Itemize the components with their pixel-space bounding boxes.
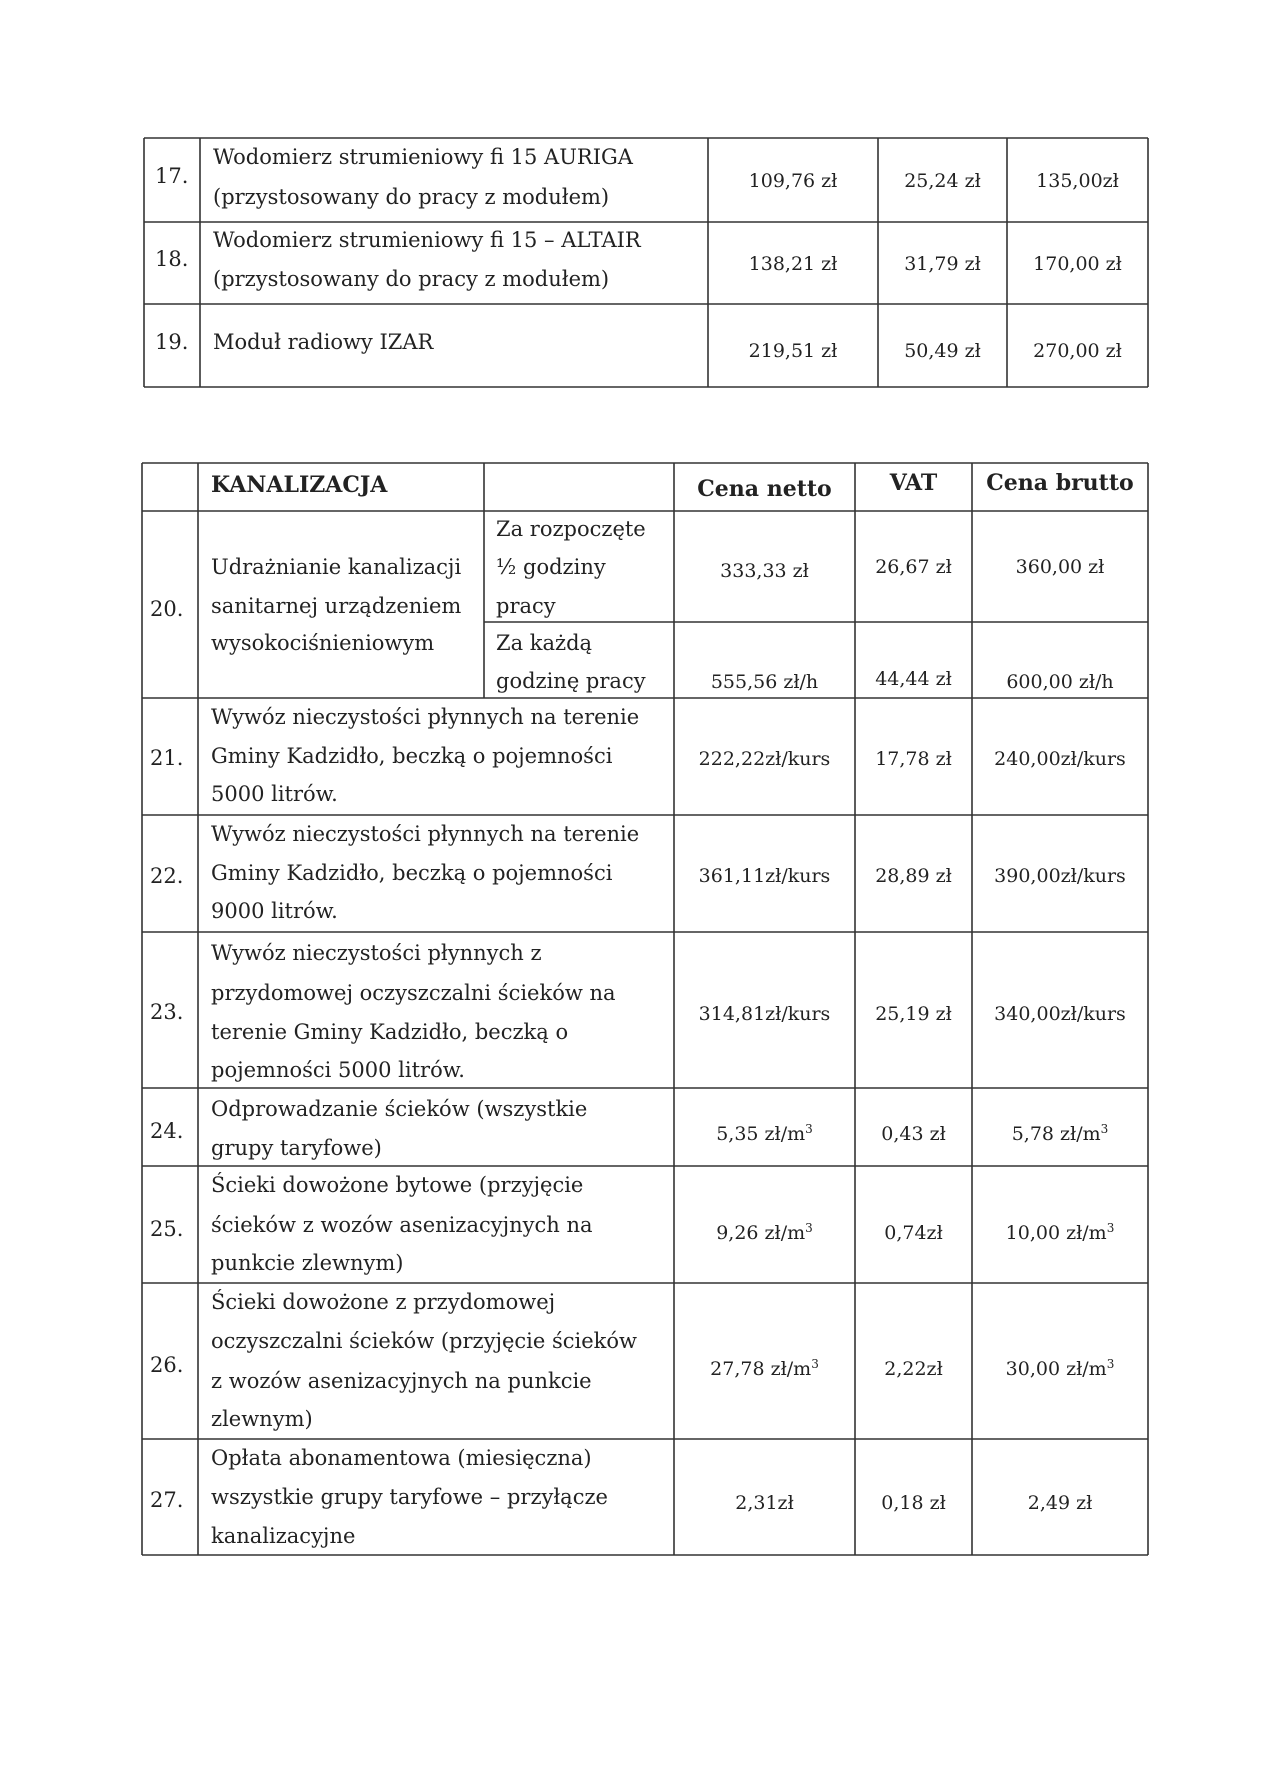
price-vat: 26,67 zł (875, 556, 952, 578)
row-number: 23. (150, 1000, 184, 1024)
sub-label-line: godzinę pracy (496, 669, 646, 693)
row-description-line: Gminy Kadzidło, beczką o pojemności (211, 744, 613, 768)
row-description-line: oczyszczalni ścieków (przyjęcie ścieków (211, 1329, 637, 1353)
unit-superscript: 3 (1106, 1221, 1115, 1235)
price-netto: 361,11zł/kurs (698, 865, 831, 887)
row-description-line: ścieków z wozów asenizacyjnych na (211, 1213, 593, 1237)
price-brutto: 390,00zł/kurs (994, 865, 1126, 887)
row-description-line: sanitarnej urządzeniem (211, 594, 462, 618)
sub-label-line: ½ godziny (496, 555, 606, 579)
row-description-line: Wodomierz strumieniowy fi 15 AURIGA (213, 145, 633, 169)
price-netto: 27,78 $zł/m^3$ (710, 1357, 819, 1380)
row-description-line: Gminy Kadzidło, beczką o pojemności (211, 861, 613, 885)
row-description-line: Wywóz nieczystości płynnych na terenie (211, 822, 640, 846)
row-number: 26. (150, 1353, 184, 1377)
price-vat: 0,18 zł (881, 1492, 946, 1514)
row-description-line: zlewnym) (211, 1407, 313, 1431)
sub-label-line: pracy (496, 594, 556, 618)
row-number: 20. (150, 597, 184, 621)
row-description-line: 5000 litrów. (211, 782, 338, 806)
row-description-line: terenie Gminy Kadzidło, beczką o (211, 1020, 569, 1044)
price-brutto: 270,00 zł (1033, 340, 1122, 362)
row-description-line: z wozów asenizacyjnych na punkcie (211, 1369, 592, 1393)
price-vat: 50,49 zł (904, 340, 981, 362)
row-number: 21. (150, 746, 184, 770)
price-vat: 25,19 zł (875, 1003, 952, 1025)
row-description-line: Wodomierz strumieniowy fi 15 – ALTAIR (213, 228, 641, 252)
row-description-line: Opłata abonamentowa (miesięczna) (211, 1446, 592, 1470)
row-description-line: kanalizacyjne (211, 1524, 356, 1548)
row-description-line: pojemności 5000 litrów. (211, 1058, 465, 1082)
price-vat: 25,24 zł (904, 170, 981, 192)
price-vat: 0,43 zł (881, 1123, 946, 1145)
price-vat: 17,78 zł (875, 748, 952, 770)
header-brutto: Cena brutto (986, 470, 1134, 496)
row-description-line: wysokociśnieniowym (211, 631, 435, 655)
price-brutto: 340,00zł/kurs (994, 1003, 1126, 1025)
row-number: 22. (150, 864, 184, 888)
unit-superscript: 3 (1100, 1122, 1109, 1136)
row-number: 18. (155, 247, 189, 271)
row-number: 17. (155, 164, 189, 188)
unit-superscript: 3 (805, 1122, 813, 1136)
price-brutto: 2,49 zł (1027, 1492, 1093, 1514)
price-brutto: 5,78 $zł/m^3$ (1011, 1122, 1109, 1145)
price-brutto: 135,00zł (1036, 170, 1119, 192)
price-netto: 2,31zł (735, 1492, 794, 1514)
price-brutto: 600,00 zł/h (1006, 671, 1114, 693)
row-number: 24. (150, 1119, 184, 1143)
price-brutto: 360,00 zł (1015, 556, 1105, 578)
price-vat: 31,79 zł (904, 253, 981, 275)
header-netto: Cena netto (697, 476, 832, 502)
price-netto: 9,26 $zł/m^3$ (716, 1221, 813, 1244)
header-vat: VAT (889, 470, 938, 496)
row-description-line: grupy taryfowe) (211, 1136, 382, 1160)
sub-label-line: Za rozpoczęte (496, 517, 646, 541)
price-netto: 109,76 zł (748, 170, 838, 192)
row-description-line: wszystkie grupy taryfowe – przyłącze (211, 1485, 608, 1509)
row-description-line: Ścieki dowożone bytowe (przyjęcie (211, 1173, 584, 1197)
price-vat: 44,44 zł (875, 668, 952, 690)
price-brutto: 240,00zł/kurs (994, 748, 1126, 770)
price-brutto: 170,00 zł (1033, 253, 1122, 275)
row-description-line: punkcie zlewnym) (211, 1251, 404, 1275)
row-number: 27. (150, 1488, 184, 1512)
row-description-line: 9000 litrów. (211, 899, 338, 923)
header-title: KANALIZACJA (211, 472, 388, 498)
unit-superscript: 3 (1106, 1357, 1115, 1371)
price-brutto: 10,00 $zł/m^3$ (1005, 1221, 1115, 1244)
row-description-line: Wywóz nieczystości płynnych na terenie (211, 705, 640, 729)
row-description-line: Wywóz nieczystości płynnych z (211, 941, 542, 965)
row-description-line: Udrażnianie kanalizacji (211, 555, 462, 579)
row-description-line: Odprowadzanie ścieków (wszystkie (211, 1097, 588, 1121)
row-number: 25. (150, 1217, 184, 1241)
price-netto: 138,21 zł (748, 253, 838, 275)
row-description-line: Ścieki dowożone z przydomowej (211, 1290, 556, 1314)
sub-label-line: Za każdą (496, 631, 593, 655)
row-description-line: przydomowej oczyszczalni ścieków na (211, 981, 616, 1005)
unit-superscript: 3 (805, 1221, 813, 1235)
price-netto: 222,22zł/kurs (698, 748, 831, 770)
row-number: 19. (155, 330, 189, 354)
price-vat: 0,74zł (884, 1222, 943, 1244)
price-netto: 333,33 zł (720, 560, 809, 582)
row-description-line: (przystosowany do pracy z modułem) (213, 267, 610, 291)
price-netto: 314,81zł/kurs (698, 1003, 831, 1025)
price-vat: 28,89 zł (875, 865, 952, 887)
row-description-line: (przystosowany do pracy z modułem) (213, 185, 610, 209)
price-netto: 555,56 zł/h (710, 671, 819, 693)
price-brutto: 30,00 $zł/m^3$ (1005, 1357, 1115, 1380)
price-netto: 5,35 $zł/m^3$ (716, 1122, 813, 1145)
price-vat: 2,22zł (884, 1358, 943, 1380)
price-netto: 219,51 zł (748, 340, 838, 362)
unit-superscript: 3 (811, 1357, 819, 1371)
row-description-line: Moduł radiowy IZAR (213, 330, 434, 354)
